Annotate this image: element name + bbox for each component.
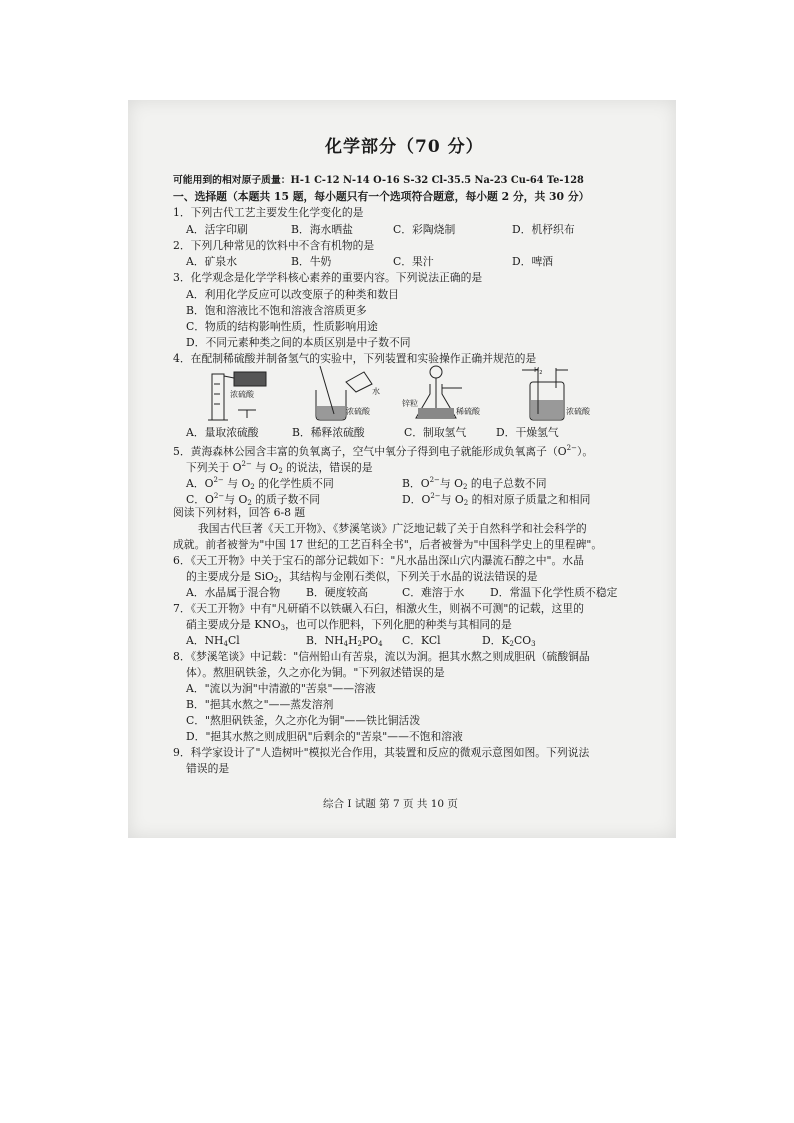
q4-option-b: B．稀释浓硫酸	[292, 426, 365, 439]
fig-b-label-water: 水	[372, 387, 380, 396]
q1-option-d: D．机杼织布	[512, 223, 575, 236]
q7-option-a: A．$NH_4Cl$	[186, 634, 240, 648]
q2-option-d: D．啤酒	[512, 255, 554, 268]
fig-a-label: 浓硫酸	[230, 390, 254, 399]
q6-option-a: A．水晶属于混合物	[186, 586, 281, 599]
q6-option-d: D．常温下化学性质不稳定	[490, 586, 618, 599]
q3-option-d: D．不同元素种类之间的本质区别是中子数不同	[186, 336, 411, 349]
question-1-stem: 1．下列古代工艺主要发生化学变化的是	[173, 206, 364, 219]
q4-option-d: D．干燥氢气	[496, 426, 559, 439]
q2-option-a: A．矿泉水	[186, 255, 237, 268]
material-line-1: 我国古代巨著《天工开物》、《梦溪笔谈》广泛地记载了关于自然科学和社会科学的	[198, 522, 587, 535]
q7-option-b: B．$NH_4H_2PO_4$	[306, 634, 383, 648]
q3-option-c: C．物质的结构影响性质，性质影响用途	[186, 320, 378, 333]
q1-option-a: A．活字印刷	[186, 223, 248, 236]
fig-d-label-h2: $H_2$	[534, 366, 543, 376]
q5-option-b: B．$O^{2-}$与 $O_2$ 的电子总数不同	[402, 476, 547, 491]
page-title: 化学部分（70 分）	[325, 137, 484, 157]
fig-d-label-acid: 浓硫酸	[566, 407, 590, 416]
page-footer: 综合 I 试题 第 7 页 共 10 页	[323, 798, 458, 810]
question-8-stem-line2: 体）。熬胆矾铁釜，久之亦化为铜。"下列叙述错误的是	[186, 666, 445, 679]
q2-option-b: B．牛奶	[291, 255, 332, 268]
atomic-masses: 可能用到的相对原子质量：H-1 C-12 N-14 O-16 S-32 Cl-35.5 Na-23 Cu-64 Te-128	[173, 175, 584, 186]
question-6-stem-line2: 的主要成分是 SiO$_2$，其结构与金刚石类似，下列关于水晶的说法错误的是	[186, 570, 538, 584]
question-2-stem: 2．下列几种常见的饮料中不含有机物的是	[173, 239, 375, 252]
figure-d-drying	[522, 368, 568, 420]
q3-option-b: B．饱和溶液比不饱和溶液含溶质更多	[186, 304, 367, 317]
q6-option-b: B．硬度较高	[306, 586, 368, 599]
q4-option-c: C．制取氢气	[404, 426, 467, 439]
q1-option-b: B．海水晒盐	[291, 223, 353, 236]
q5-option-a: A．$O^{2-}$ 与 $O_2$ 的化学性质不同	[186, 476, 334, 491]
fig-c-label-zinc: 锌粒	[402, 399, 418, 408]
apparatus-figures	[150, 364, 610, 424]
q7-option-d: D．$K_2CO_3$	[482, 634, 536, 648]
question-9-stem-line1: 9．科学家设计了"人造树叶"模拟光合作用，其装置和反应的微观示意图如图。下列说法	[173, 746, 590, 759]
question-7-stem-line2: 硝主要成分是 $KNO_3$，也可以作肥料，下列化肥的种类与其相同的是	[186, 618, 512, 632]
reading-intro: 阅读下列材料，回答 6-8 题	[173, 506, 306, 519]
q7-option-c: C．KCl	[402, 634, 441, 647]
question-8-stem-line1: 8．《梦溪笔谈》中记载："信州铅山有苦泉，流以为涧。挹其水熬之则成胆矾（硫酸铜晶	[173, 650, 590, 663]
q1-option-c: C．彩陶烧制	[393, 223, 456, 236]
fig-b-label-acid: 浓硫酸	[346, 407, 370, 416]
q3-option-a: A．利用化学反应可以改变原子的种类和数目	[186, 288, 399, 301]
section-heading: 一、选择题（本题共 15 题，每小题只有一个选项符合题意，每小题 2 分，共 30 分）	[173, 190, 590, 203]
q8-option-d: D．"挹其水熬之则成胆矾"后剩余的"苦泉"——不饱和溶液	[186, 730, 463, 743]
question-9-stem-line2: 错误的是	[186, 762, 230, 775]
fig-c-label-acid: 稀硫酸	[456, 407, 480, 416]
question-6-stem-line1: 6．《天工开物》中关于宝石的部分记载如下："凡水晶出深山穴内瀑流石醇之中"。水晶	[173, 554, 584, 567]
q5-option-c: C．$O^{2-}$与 $O_2$ 的质子数不同	[186, 492, 321, 507]
question-7-stem-line1: 7．《天工开物》中有"凡研硝不以铁碾入石臼，相激火生，则祸不可测"的记载，这里的	[173, 602, 584, 615]
q6-option-c: C．难溶于水	[402, 586, 465, 599]
q8-option-c: C．"熬胆矾铁釜，久之亦化为铜"——铁比铜活泼	[186, 714, 421, 727]
question-5-stem-line1: 5．黄海森林公园含丰富的负氧离子，空气中氧分子得到电子就能形成负氧离子$(O^{2-})$。	[173, 444, 594, 458]
question-5-stem-line2: 下列关于 $O^{2-}$ 与 $O_2$ 的说法，错误的是	[186, 460, 373, 475]
q5-option-d: D．$O^{2-}$与 $O_2$ 的相对原子质量之和相同	[402, 492, 591, 507]
q2-option-c: C．果汁	[393, 255, 434, 268]
question-3-stem: 3．化学观念是化学学科核心素养的重要内容。下列说法正确的是	[173, 271, 483, 284]
material-line-2: 成就。前者被誉为"中国 17 世纪的工艺百科全书"，后者被誉为"中国科学史上的里程碑"。	[173, 538, 603, 551]
q4-option-a: A．量取浓硫酸	[186, 426, 259, 439]
question-4-stem: 4．在配制稀硫酸并制备氢气的实验中，下列装置和实验操作正确并规范的是	[173, 352, 537, 365]
q8-option-b: B．"挹其水熬之"——蒸发溶剂	[186, 698, 334, 711]
q8-option-a: A．"流以为涧"中清澈的"苦泉"——溶液	[186, 682, 376, 695]
